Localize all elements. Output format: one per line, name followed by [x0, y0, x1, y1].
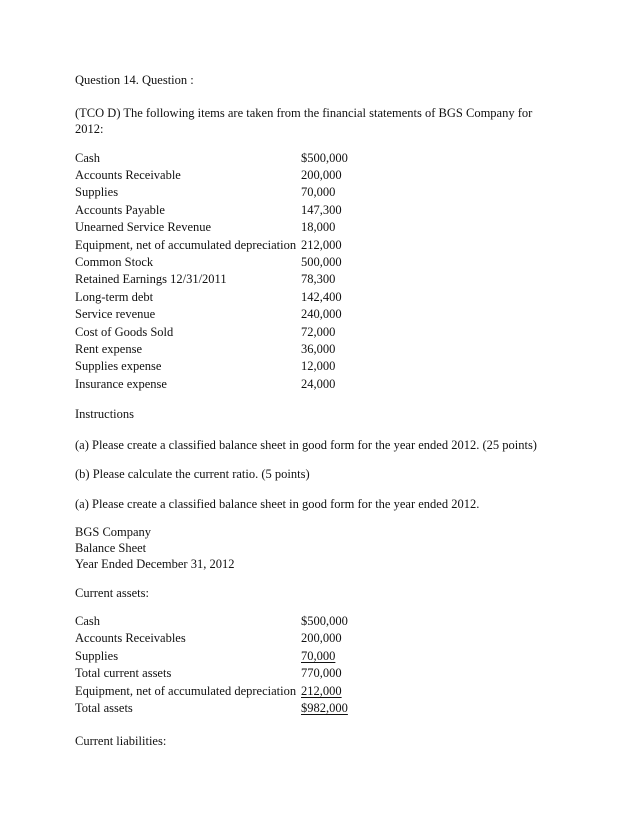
prompt-line-1: (TCO D) The following items are taken from the financial statements of BGS Company for	[75, 106, 533, 120]
balance-amount: 770,000	[301, 666, 342, 681]
item-row	[75, 219, 575, 236]
balance-row	[75, 648, 575, 665]
item-label: Insurance expense	[75, 376, 167, 391]
statement-period: Year Ended December 31, 2012	[75, 557, 235, 571]
instructions-heading: Instructions	[75, 407, 135, 421]
item-row	[75, 167, 575, 184]
item-amount: 200,000	[301, 167, 342, 182]
item-label: Common Stock	[75, 254, 154, 269]
item-amount: 147,300	[301, 202, 342, 217]
item-row	[75, 202, 575, 219]
item-row	[75, 324, 575, 341]
item-amount: 70,000	[301, 185, 336, 200]
balance-row	[75, 700, 575, 717]
item-amount: 212,000	[301, 237, 342, 252]
item-label: Accounts Receivable	[75, 167, 181, 182]
item-amount: 142,400	[301, 289, 342, 304]
item-row	[75, 271, 575, 288]
balance-row	[75, 630, 575, 647]
prompt-line-2: 2012:	[75, 122, 104, 136]
item-label: Unearned Service Revenue	[75, 220, 212, 235]
item-label: Supplies	[75, 185, 119, 200]
item-row	[75, 341, 575, 358]
item-label: Retained Earnings 12/31/2011	[75, 272, 227, 287]
item-label: Cost of Goods Sold	[75, 324, 174, 339]
item-label: Service revenue	[75, 307, 156, 322]
balance-label: Supplies	[75, 648, 119, 663]
balance-amount: $982,000	[301, 701, 348, 715]
item-label: Equipment, net of accumulated depreciation	[75, 237, 297, 252]
balance-amount: 200,000	[301, 631, 342, 646]
item-row	[75, 184, 575, 201]
balance-label: Total assets	[75, 701, 133, 715]
item-amount: 78,300	[301, 272, 336, 287]
item-amount: 24,000	[301, 376, 336, 391]
instruction-a: (a) Please create a classified balance sheet in good form for the year ended 2012. (25 points)	[75, 438, 537, 452]
instruction-b: (b) Please calculate the current ratio. (5 points)	[75, 467, 310, 481]
balance-amount: 212,000	[301, 683, 342, 698]
item-row	[75, 150, 575, 167]
item-row	[75, 306, 575, 323]
company-name: BGS Company	[75, 525, 152, 539]
balance-label: Total current assets	[75, 666, 172, 681]
item-amount: 18,000	[301, 220, 336, 235]
balance-amount: 70,000	[301, 648, 336, 663]
item-row	[75, 237, 575, 254]
current-assets-heading: Current assets:	[75, 586, 149, 600]
item-row	[75, 289, 575, 306]
balance-label: Cash	[75, 614, 100, 628]
balance-label: Equipment, net of accumulated depreciation	[75, 683, 297, 698]
balance-row	[75, 613, 575, 630]
item-amount: $500,000	[301, 150, 348, 165]
balance-label: Accounts Receivables	[75, 631, 186, 646]
question-header: Question 14. Question :	[75, 73, 194, 87]
item-amount: 12,000	[301, 359, 336, 374]
item-label: Cash	[75, 150, 100, 165]
item-amount: 240,000	[301, 307, 342, 322]
item-row	[75, 254, 575, 271]
current-liabilities-heading: Current liabilities:	[75, 734, 167, 748]
item-row	[75, 358, 575, 375]
item-row	[75, 376, 575, 393]
balance-amount: $500,000	[301, 614, 348, 628]
item-label: Long-term debt	[75, 289, 154, 304]
item-amount: 72,000	[301, 324, 336, 339]
item-amount: 36,000	[301, 341, 336, 356]
item-amount: 500,000	[301, 254, 342, 269]
answer-a-heading: (a) Please create a classified balance sheet in good form for the year ended 2012.	[75, 497, 480, 511]
balance-row	[75, 665, 575, 682]
item-label: Supplies expense	[75, 359, 162, 374]
item-label: Rent expense	[75, 341, 142, 356]
balance-row	[75, 683, 575, 700]
item-label: Accounts Payable	[75, 202, 165, 217]
statement-title: Balance Sheet	[75, 541, 147, 555]
